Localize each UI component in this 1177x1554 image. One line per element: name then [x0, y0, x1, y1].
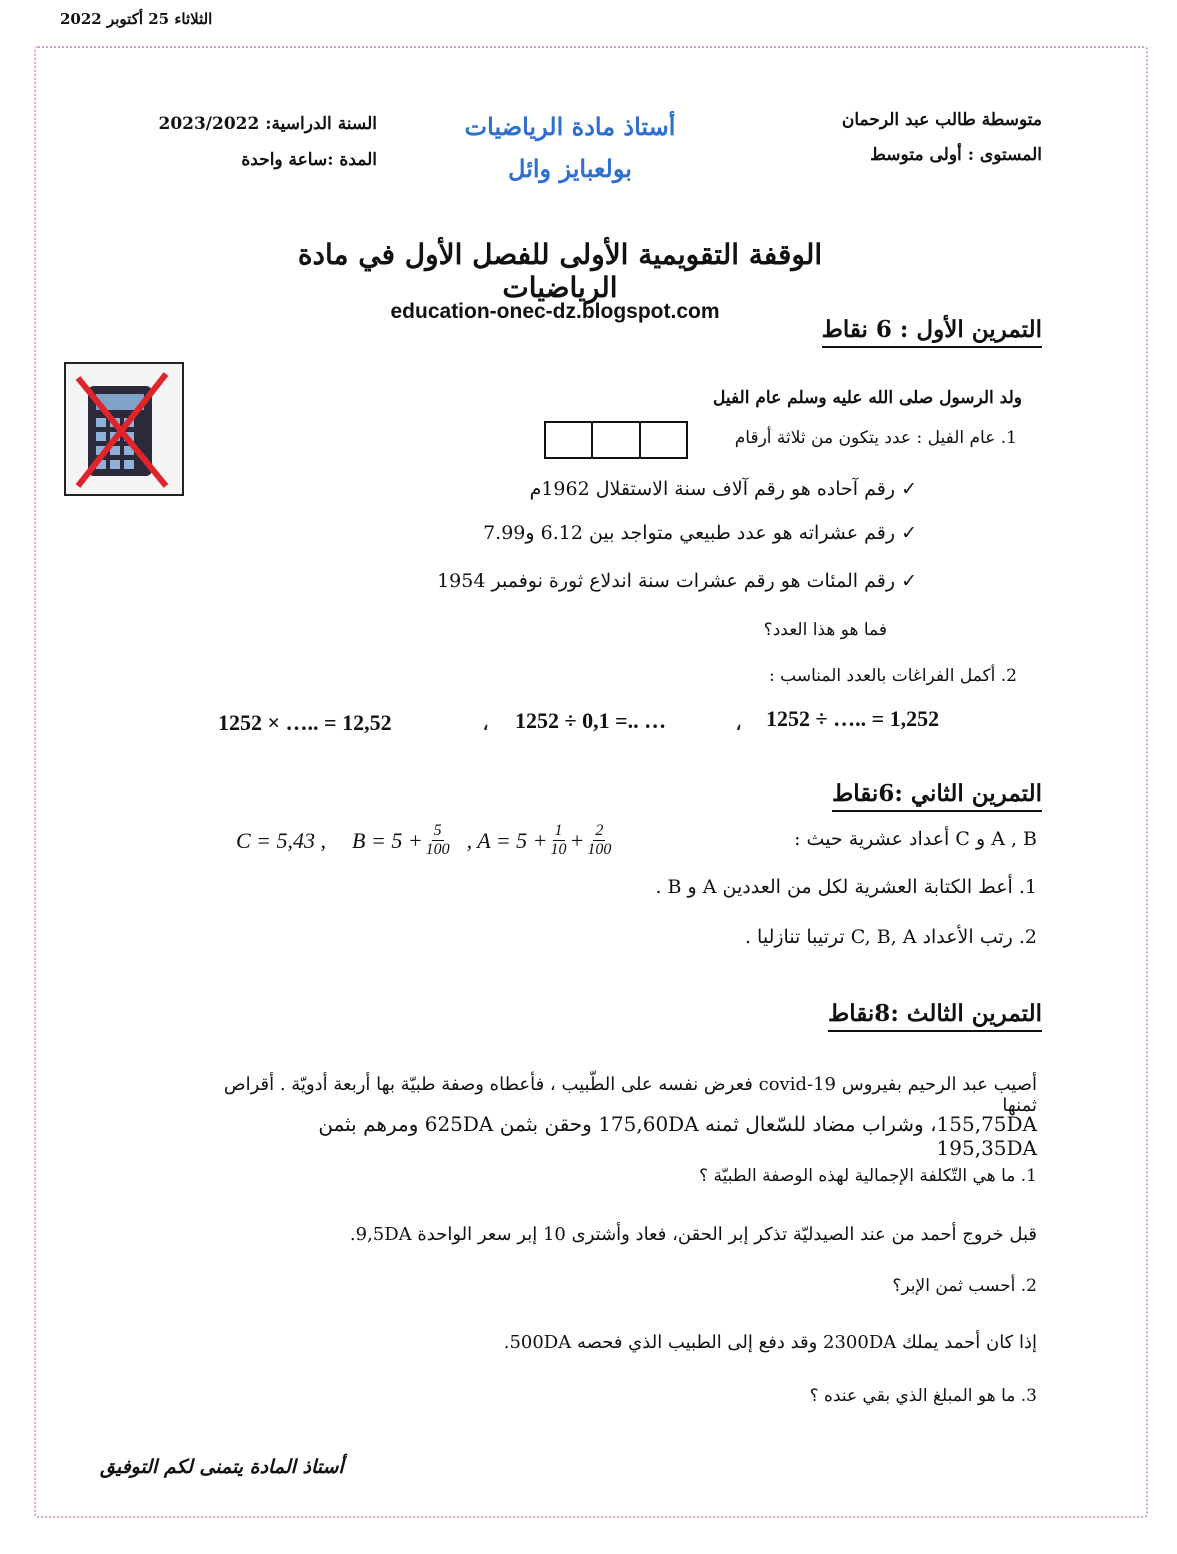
digit-boxes [544, 421, 688, 459]
ex1-condition-1 [530, 478, 917, 500]
exam-title: الوقفة التقويمية الأولى للفصل الأول في مادة الرياضيات [297, 238, 823, 304]
ex2-intro: A , B و C أعداد عشرية حيث : [794, 828, 1037, 850]
check-icon: ✓ [901, 478, 917, 500]
def-c: C = 5,43 , [236, 827, 327, 853]
check-icon: ✓ [901, 570, 917, 592]
def-b-lead: B = 5 + [352, 827, 423, 853]
equation-division-blank: 1252 ÷ ….. = 1,252 [766, 706, 940, 731]
blog-url: education-onec-dz.blogspot.com [390, 300, 720, 323]
separator: ، [735, 710, 743, 735]
ex3-paragraph-1: أصيب عبد الرحيم بفيروس covid-19 فعرض نفسه على الطّبيب ، فأعطاه وصفة طبيّة بها أربعة أدويّة . أقراص ثمنها [223, 1074, 1037, 1116]
ex1-intro: ولد الرسول صلى الله عليه وسلم عام الفيل [712, 388, 1022, 408]
ex3-q1: 1. ما هي التّكلفة الإجمالية لهذه الوصفة الطبيّة ؟ [699, 1166, 1037, 1186]
equation-multiplication: 1252 × ….. = 12,52 [218, 710, 392, 735]
school-name: متوسطة طالب عبد الرحمان [841, 110, 1042, 130]
equation-division-result: 1252 ÷ 0,1 =.. … [515, 708, 667, 733]
ex1-q2: 2. أكمل الفراغات بالعدد المناسب : [769, 666, 1017, 686]
teacher-title: أستاذ مادة الرياضيات [464, 112, 676, 141]
fraction-b [426, 822, 450, 859]
fraction-numerator: 2 [595, 822, 604, 839]
ex1-q1: 1. عام الفيل : عدد يتكون من ثلاثة أرقام [734, 428, 1017, 448]
fraction-a2 [587, 822, 611, 859]
ex1-ask: فما هو هذا العدد؟ [763, 620, 887, 640]
fraction-denominator: 100 [587, 841, 612, 858]
ex3-q3: 3. ما هو المبلغ الذي بقي عنده ؟ [809, 1386, 1037, 1406]
no-calculator-icon [64, 362, 184, 496]
check-icon: ✓ [901, 522, 917, 544]
school-year: السنة الدراسية: 2023/2022 [158, 114, 377, 134]
ex1-c1: رقم آحاده هو رقم آلاف سنة الاستقلال 1962م [529, 478, 896, 500]
teacher-name: بولعبايز وائل [508, 154, 632, 183]
ex2-q1: 1. أعط الكتابة العشرية لكل من العددين A و B . [655, 876, 1037, 898]
duration: المدة :ساعة واحدة [241, 150, 377, 170]
ex3-paragraph-2: 155,75DA، وشراب مضاد للسّعال ثمنه 175,60DA وحقن بثمن 625DA ومرهم بثمن 195,35DA [318, 1112, 1037, 1160]
level: المستوى : أولى متوسط [870, 145, 1042, 165]
exam-date: الثلاثاء 25 أكتوبر 2022 [60, 10, 213, 28]
def-a-lead: , A = 5 + [466, 827, 548, 853]
ex1-condition-3 [437, 570, 917, 592]
ex2-q2: 2. رتب الأعداد C, B, A ترتيبا تنازليا . [744, 926, 1037, 948]
fraction-a1 [551, 822, 567, 859]
fraction-numerator: 5 [433, 822, 442, 839]
fraction-numerator: 1 [554, 822, 563, 839]
ex1-condition-2 [483, 522, 917, 544]
ex1-heading: التمرين الأول : 6 نقاط [822, 316, 1042, 348]
ex2-definitions [236, 822, 614, 859]
fraction-denominator: 10 [550, 841, 567, 858]
ex3-paragraph-3: قبل خروج أحمد من عند الصيدليّة تذكر إبر الحقن، فعاد وأشترى 10 إبر سعر الواحدة 9,5DA. [349, 1224, 1037, 1245]
ex3-heading: التمرين الثالث :8نقاط [828, 1000, 1042, 1032]
separator: ، [482, 710, 490, 735]
ex1-c3: رقم المئات هو رقم عشرات سنة اندلاع ثورة نوفمبر 1954 [437, 570, 896, 592]
ex2-heading: التمرين الثاني :6نقاط [832, 780, 1042, 812]
footer-wish: أستاذ المادة يتمنى لكم التوفيق [100, 1456, 344, 1478]
ex1-c2: رقم عشراته هو عدد طبيعي متواجد بين 6.12 و7.99 [483, 522, 896, 544]
plus-sign: + [569, 827, 585, 853]
ex3-paragraph-4: إذا كان أحمد يملك 2300DA وقد دفع إلى الطبيب الذي فحصه 500DA. [503, 1332, 1037, 1353]
fraction-denominator: 100 [425, 841, 450, 858]
ex3-q2: 2. أحسب ثمن الإبر؟ [892, 1276, 1037, 1296]
